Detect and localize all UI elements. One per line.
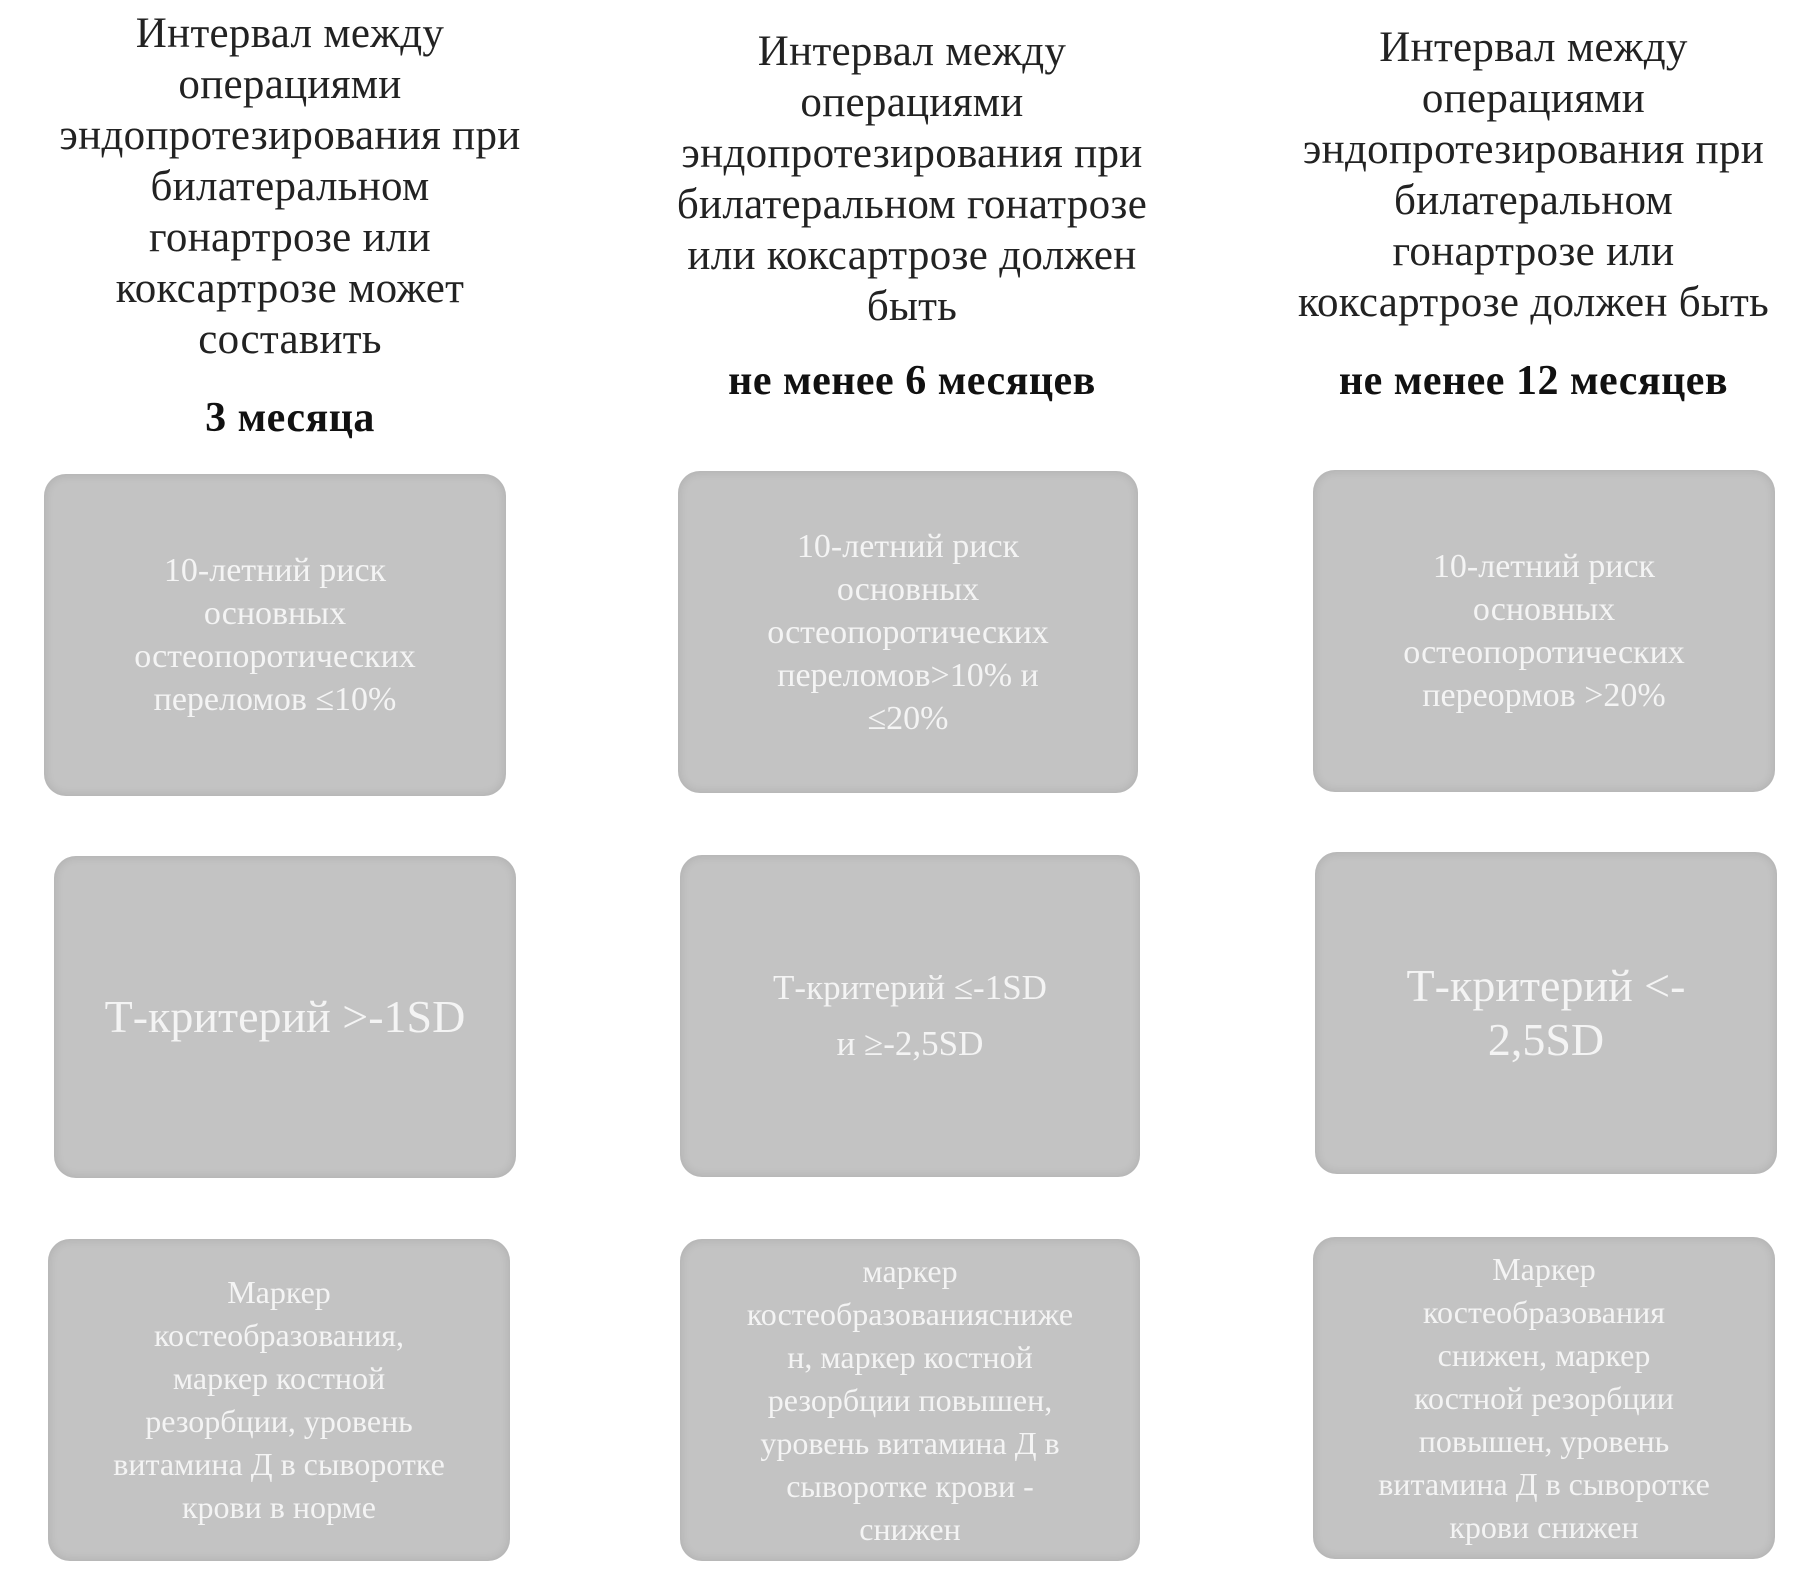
interval-duration: 3 месяца bbox=[205, 395, 375, 441]
bone-marker-box bbox=[1313, 1237, 1775, 1559]
column-header: Интервал между операциями эндопротезирования при билатеральном гонартрозе или коксартрозе должен быть bbox=[1297, 24, 1770, 326]
interval-duration: не менее 12 месяцев bbox=[1338, 358, 1729, 404]
t-score-box bbox=[54, 856, 516, 1178]
fracture-risk-text: 10-летний риск основных остеопоротических переломов>10% и ≤20% bbox=[767, 527, 1049, 737]
t-score-box bbox=[1315, 852, 1777, 1174]
fracture-risk-text: 10-летний риск основных остеопоротических переормов >20% bbox=[1403, 548, 1685, 714]
fracture-risk-text: 10-летний риск основных остеопоротических переломов ≤10% bbox=[134, 552, 416, 718]
column-12-months bbox=[1250, 0, 1817, 1575]
t-score-text: Т-критерий ≤-1SD и ≥-2,5SD bbox=[773, 968, 1047, 1063]
fracture-risk-box bbox=[1313, 470, 1775, 792]
t-score-text: Т-критерий <- 2,5SD bbox=[1406, 960, 1686, 1065]
fracture-risk-box bbox=[678, 471, 1138, 793]
fracture-risk-box bbox=[44, 474, 506, 796]
t-score-box bbox=[680, 855, 1140, 1177]
column-6-months bbox=[622, 0, 1202, 1575]
bone-marker-text: Маркер костеобразования снижен, маркер костной резорбции повышен, уровень витамина Д в сыворотке крови снижен bbox=[1378, 1250, 1710, 1545]
column-header: Интервал между операциями эндопротезирования при билатеральном гонатрозе или коксартрозе должен быть bbox=[676, 28, 1148, 330]
bone-marker-box bbox=[680, 1239, 1140, 1561]
bone-marker-text: Маркер костеобразования, маркер костной резорбции, уровень витамина Д в сыворотке крови в норме bbox=[113, 1274, 445, 1525]
column-header: Интервал между операциями эндопротезирования при билатеральном гонартрозе или коксартрозе может составить bbox=[59, 10, 521, 363]
bone-marker-box bbox=[48, 1239, 510, 1561]
bone-marker-text: маркер костеобразованиясниже н, маркер костной резорбции повышен, уровень витамина Д в сыворотке крови - снижен bbox=[746, 1252, 1074, 1547]
interval-duration: не менее 6 месяцев bbox=[728, 358, 1096, 404]
t-score-text: Т-критерий >-1SD bbox=[104, 991, 466, 1042]
column-3-months bbox=[0, 0, 580, 1575]
